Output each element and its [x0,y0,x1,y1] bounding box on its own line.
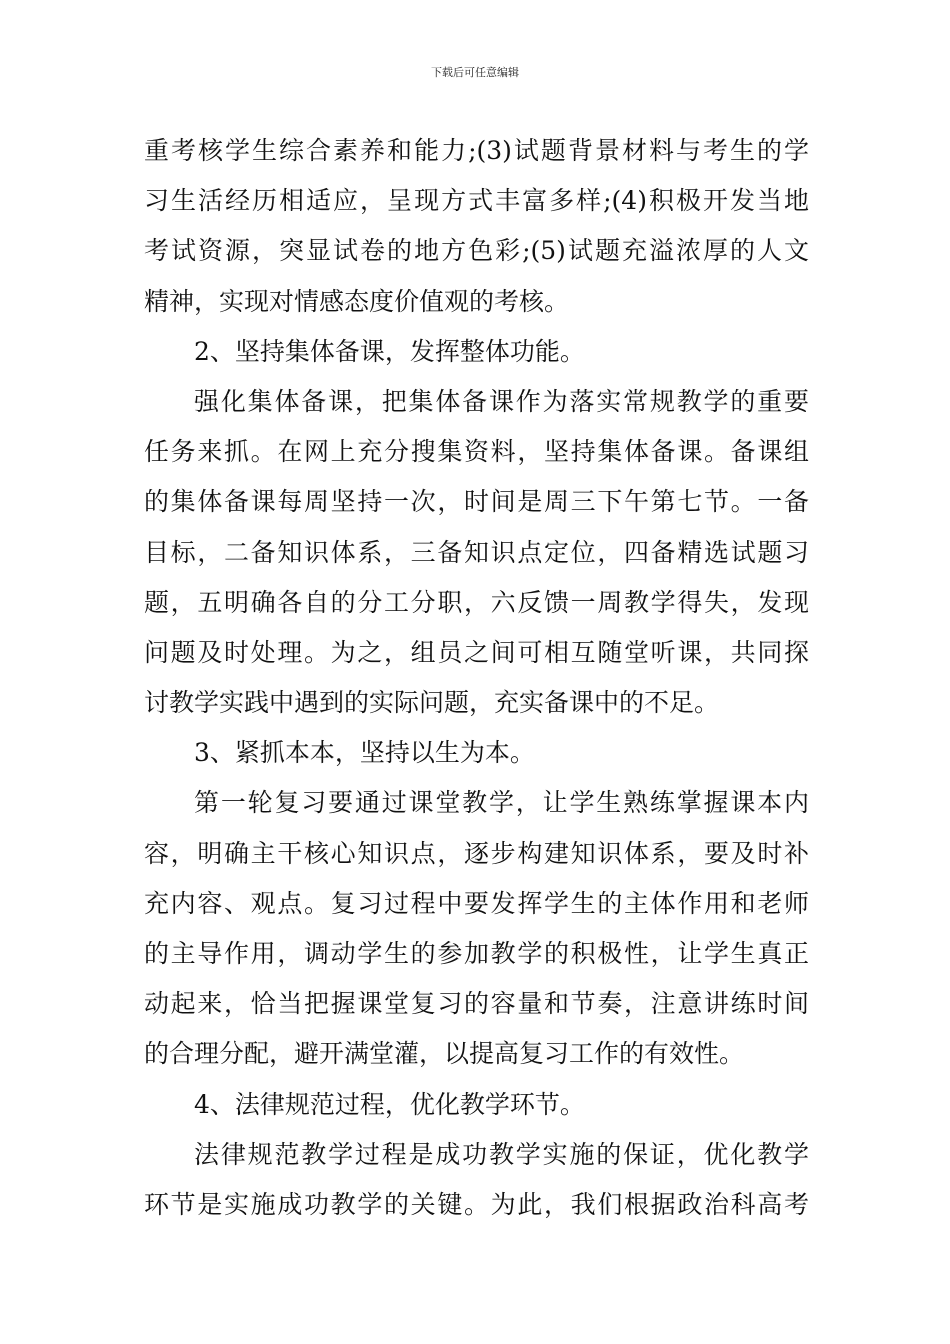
text-line: 环节是实施成功教学的关键。为此，我们根据政治科高考 [144,1189,809,1219]
text-line: 的主导作用，调动学生的参加教学的积极性，让学生真正 [144,939,809,968]
text-line: 第一轮复习要通过课堂教学，让学生熟练掌握课本内 [194,788,809,818]
text-line: 目标，二备知识体系，三备知识点定位，四备精选试题习 [144,537,809,567]
text-line: 充内容、观点。复习过程中要发挥学生的主体作用和老师 [144,888,809,918]
text-line: 任务来抓。在网上充分搜集资料，坚持集体备课。备课组 [144,437,809,467]
text-line: 习生活经历相适应，呈现方式丰富多样;(4)积极开发当地 [144,186,809,216]
text-line: 题，五明确各自的分工分职，六反馈一周教学得失，发现 [144,587,809,617]
text-line: 容，明确主干核心知识点，逐步构建知识体系，要及时补 [144,838,809,868]
section-heading: 2、坚持集体备课，发挥整体功能。 [194,336,585,366]
document-body [144,126,809,1230]
section-heading: 4、法律规范过程，优化教学环节。 [194,1089,585,1119]
section-heading: 3、紧抓本本，坚持以生为本。 [194,738,535,768]
text-line: 问题及时处理。为之，组员之间可相互随堂听课，共同探 [144,637,809,667]
text-line: 动起来，恰当把握课堂复习的容量和节奏，注意讲练时间 [144,989,809,1019]
text-line: 讨教学实践中遇到的实际问题，充实备课中的不足。 [144,688,720,718]
text-line: 的合理分配，避开满堂灌，以提高复习工作的有效性。 [144,1039,745,1069]
page-header: 下载后可任意编辑 [431,66,519,79]
text-line: 强化集体备课，把集体备课作为落实常规教学的重要 [194,386,809,416]
text-line: 考试资源，突显试卷的地方色彩;(5)试题充溢浓厚的人文 [144,236,809,266]
text-line: 重考核学生综合素养和能力;(3)试题背景材料与考生的学 [144,136,809,165]
text-line: 法律规范教学过程是成功教学实施的保证，优化教学 [194,1139,809,1169]
text-line: 精神，实现对情感态度价值观的考核。 [144,286,570,316]
text-line: 的集体备课每周坚持一次，时间是周三下午第七节。一备 [144,487,809,517]
